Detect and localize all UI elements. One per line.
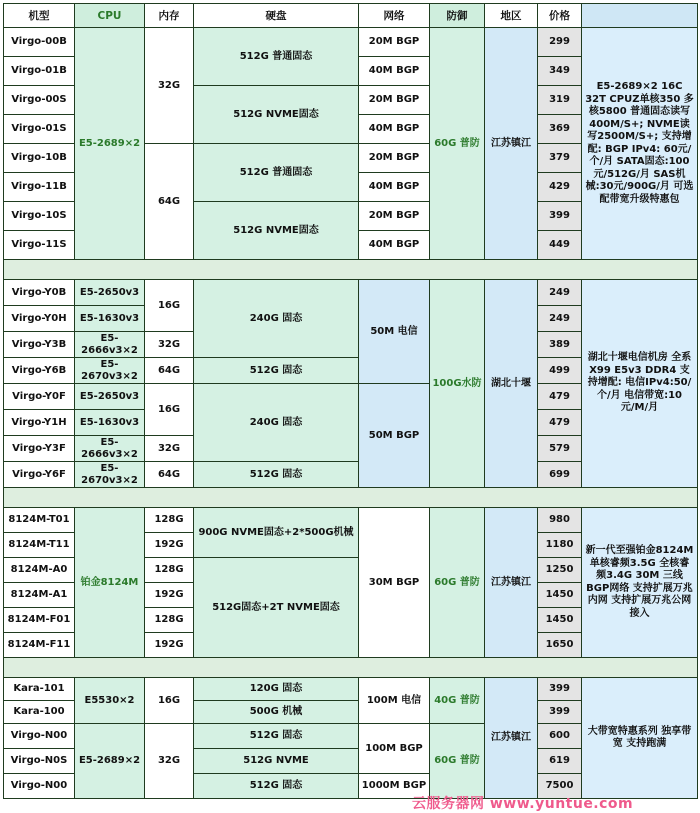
model-cell: Virgo-N00 [4, 774, 75, 799]
cpu-cell: E5-2666v3×2 [75, 436, 145, 462]
region-cell: 江苏镇江 [485, 678, 538, 799]
header-ddos: 防御 [430, 4, 485, 28]
model-cell: Kara-101 [4, 678, 75, 701]
model-cell: 8124M-F01 [4, 608, 75, 633]
ram-cell: 64G [145, 144, 194, 260]
watermark: 云服务器网 www.yuntue.com [412, 796, 634, 812]
table-row [4, 280, 698, 306]
header-ram: 内存 [145, 4, 194, 28]
price-cell: 389 [538, 332, 582, 358]
server-price-table [3, 3, 698, 799]
price-cell: 7500 [538, 774, 582, 799]
price-cell: 399 [538, 701, 582, 724]
price-cell: 299 [538, 28, 582, 57]
model-cell: Virgo-Y0B [4, 280, 75, 306]
model-cell: Virgo-11B [4, 173, 75, 202]
header-row [4, 4, 698, 28]
header-net: 网络 [359, 4, 430, 28]
disk-cell: 512G 固态 [194, 724, 359, 749]
header-disk: 硬盘 [194, 4, 359, 28]
price-cell: 1450 [538, 608, 582, 633]
cpu-cell: E5-2689×2 [75, 724, 145, 799]
header-region: 地区 [485, 4, 538, 28]
price-cell: 429 [538, 173, 582, 202]
price-cell: 980 [538, 508, 582, 533]
model-cell: Virgo-Y6B [4, 358, 75, 384]
cpu-cell: E5-1630v3 [75, 306, 145, 332]
price-cell: 399 [538, 678, 582, 701]
ram-cell: 128G [145, 508, 194, 533]
model-cell: 8124M-T11 [4, 533, 75, 558]
section-separator [4, 260, 698, 280]
net-cell: 30M BGP [359, 508, 430, 658]
model-cell: Virgo-00B [4, 28, 75, 57]
model-cell: Virgo-Y3F [4, 436, 75, 462]
model-cell: Virgo-10S [4, 202, 75, 231]
header-price: 价格 [538, 4, 582, 28]
net-cell: 100M 电信 [359, 678, 430, 724]
disk-cell: 512G 固态 [194, 774, 359, 799]
disk-cell: 512G 固态 [194, 462, 359, 488]
model-cell: 8124M-T01 [4, 508, 75, 533]
net-cell: 50M 电信 [359, 280, 430, 384]
model-cell: Virgo-Y1H [4, 410, 75, 436]
net-cell: 40M BGP [359, 115, 430, 144]
ram-cell: 32G [145, 436, 194, 462]
ram-cell: 64G [145, 462, 194, 488]
model-cell: Virgo-01B [4, 57, 75, 86]
price-cell: 349 [538, 57, 582, 86]
cpu-cell: E5-2670v3×2 [75, 358, 145, 384]
table-row [4, 508, 698, 533]
ddos-cell: 100G水防 [430, 280, 485, 488]
price-cell: 449 [538, 231, 582, 260]
model-cell: Virgo-10B [4, 144, 75, 173]
model-cell: Virgo-00S [4, 86, 75, 115]
price-cell: 1180 [538, 533, 582, 558]
cpu-cell: 铂金8124M [75, 508, 145, 658]
note-cell: 新一代至强铂金8124M 单核睿频3.5G 全核睿频3.4G 30M 三线BGP网络 支持扩展万兆内网 支持扩展万兆公网接入 [582, 508, 698, 658]
disk-cell: 512G 固态 [194, 358, 359, 384]
header-cpu: CPU [75, 4, 145, 28]
ram-cell: 128G [145, 608, 194, 633]
model-cell: 8124M-F11 [4, 633, 75, 658]
model-cell: Virgo-Y0H [4, 306, 75, 332]
model-cell: Kara-100 [4, 701, 75, 724]
net-cell: 40M BGP [359, 173, 430, 202]
header-note [582, 4, 698, 28]
ram-cell: 32G [145, 332, 194, 358]
section-separator [4, 488, 698, 508]
model-cell: Virgo-Y3B [4, 332, 75, 358]
price-cell: 699 [538, 462, 582, 488]
ddos-cell: 40G 普防 [430, 678, 485, 724]
disk-cell: 512G固态+2T NVME固态 [194, 558, 359, 658]
price-cell: 1250 [538, 558, 582, 583]
price-cell: 399 [538, 202, 582, 231]
section-separator [4, 658, 698, 678]
ram-cell: 16G [145, 280, 194, 332]
ram-cell: 64G [145, 358, 194, 384]
price-cell: 479 [538, 410, 582, 436]
disk-cell: 512G 普通固态 [194, 144, 359, 202]
ddos-cell: 60G 普防 [430, 508, 485, 658]
price-cell: 1450 [538, 583, 582, 608]
price-cell: 579 [538, 436, 582, 462]
model-cell: Virgo-N00 [4, 724, 75, 749]
cpu-cell: E5-2670v3×2 [75, 462, 145, 488]
table-row [4, 678, 698, 701]
price-cell: 1650 [538, 633, 582, 658]
price-cell: 619 [538, 749, 582, 774]
disk-cell: 512G 普通固态 [194, 28, 359, 86]
price-cell: 249 [538, 280, 582, 306]
net-cell: 1000M BGP [359, 774, 430, 799]
model-cell: Virgo-Y0F [4, 384, 75, 410]
disk-cell: 500G 机械 [194, 701, 359, 724]
net-cell: 20M BGP [359, 144, 430, 173]
disk-cell: 900G NVME固态+2*500G机械 [194, 508, 359, 558]
disk-cell: 512G NVME固态 [194, 86, 359, 144]
model-cell: Virgo-N0S [4, 749, 75, 774]
cpu-cell: E5-1630v3 [75, 410, 145, 436]
disk-cell: 120G 固态 [194, 678, 359, 701]
ddos-cell: 60G 普防 [430, 28, 485, 260]
ram-cell: 128G [145, 558, 194, 583]
net-cell: 20M BGP [359, 202, 430, 231]
table-row [4, 28, 698, 57]
cpu-cell: E5-2666v3×2 [75, 332, 145, 358]
net-cell: 100M BGP [359, 724, 430, 774]
ram-cell: 192G [145, 633, 194, 658]
ram-cell: 16G [145, 678, 194, 724]
ram-cell: 192G [145, 583, 194, 608]
price-cell: 249 [538, 306, 582, 332]
disk-cell: 512G NVME固态 [194, 202, 359, 260]
region-cell: 湖北十堰 [485, 280, 538, 488]
model-cell: 8124M-A1 [4, 583, 75, 608]
net-cell: 20M BGP [359, 86, 430, 115]
net-cell: 40M BGP [359, 57, 430, 86]
model-cell: 8124M-A0 [4, 558, 75, 583]
cpu-cell: E5-2689×2 [75, 28, 145, 260]
price-cell: 319 [538, 86, 582, 115]
ram-cell: 32G [145, 724, 194, 799]
ram-cell: 16G [145, 384, 194, 436]
cpu-cell: E5530×2 [75, 678, 145, 724]
ram-cell: 32G [145, 28, 194, 144]
model-cell: Virgo-11S [4, 231, 75, 260]
note-cell: E5-2689×2 16C 32T CPUZ单核350 多核5800 普通固态读写400M/S+; NVME读写2500M/S+; 支持增配: BGP IPv4: 60元/个/月 SATA固态:100元/512G/月 SAS机械:30元/900G/月 可选配带宽升级特惠包 [582, 28, 698, 260]
region-cell: 江苏镇江 [485, 28, 538, 260]
cpu-cell: E5-2650v3 [75, 280, 145, 306]
net-cell: 40M BGP [359, 231, 430, 260]
model-cell: Virgo-01S [4, 115, 75, 144]
header-model: 机型 [4, 4, 75, 28]
model-cell: Virgo-Y6F [4, 462, 75, 488]
ram-cell: 192G [145, 533, 194, 558]
note-cell: 大带宽特惠系列 独享带宽 支持跑满 [582, 678, 698, 799]
price-cell: 479 [538, 384, 582, 410]
disk-cell: 512G NVME [194, 749, 359, 774]
net-cell: 20M BGP [359, 28, 430, 57]
disk-cell: 240G 固态 [194, 384, 359, 462]
region-cell: 江苏镇江 [485, 508, 538, 658]
price-cell: 369 [538, 115, 582, 144]
price-cell: 499 [538, 358, 582, 384]
price-cell: 600 [538, 724, 582, 749]
cpu-cell: E5-2650v3 [75, 384, 145, 410]
ddos-cell: 60G 普防 [430, 724, 485, 799]
net-cell: 50M BGP [359, 384, 430, 488]
disk-cell: 240G 固态 [194, 280, 359, 358]
price-cell: 379 [538, 144, 582, 173]
note-cell: 湖北十堰电信机房 全系X99 E5v3 DDR4 支持增配: 电信IPv4:50/个/月 电信带宽:10元/M/月 [582, 280, 698, 488]
